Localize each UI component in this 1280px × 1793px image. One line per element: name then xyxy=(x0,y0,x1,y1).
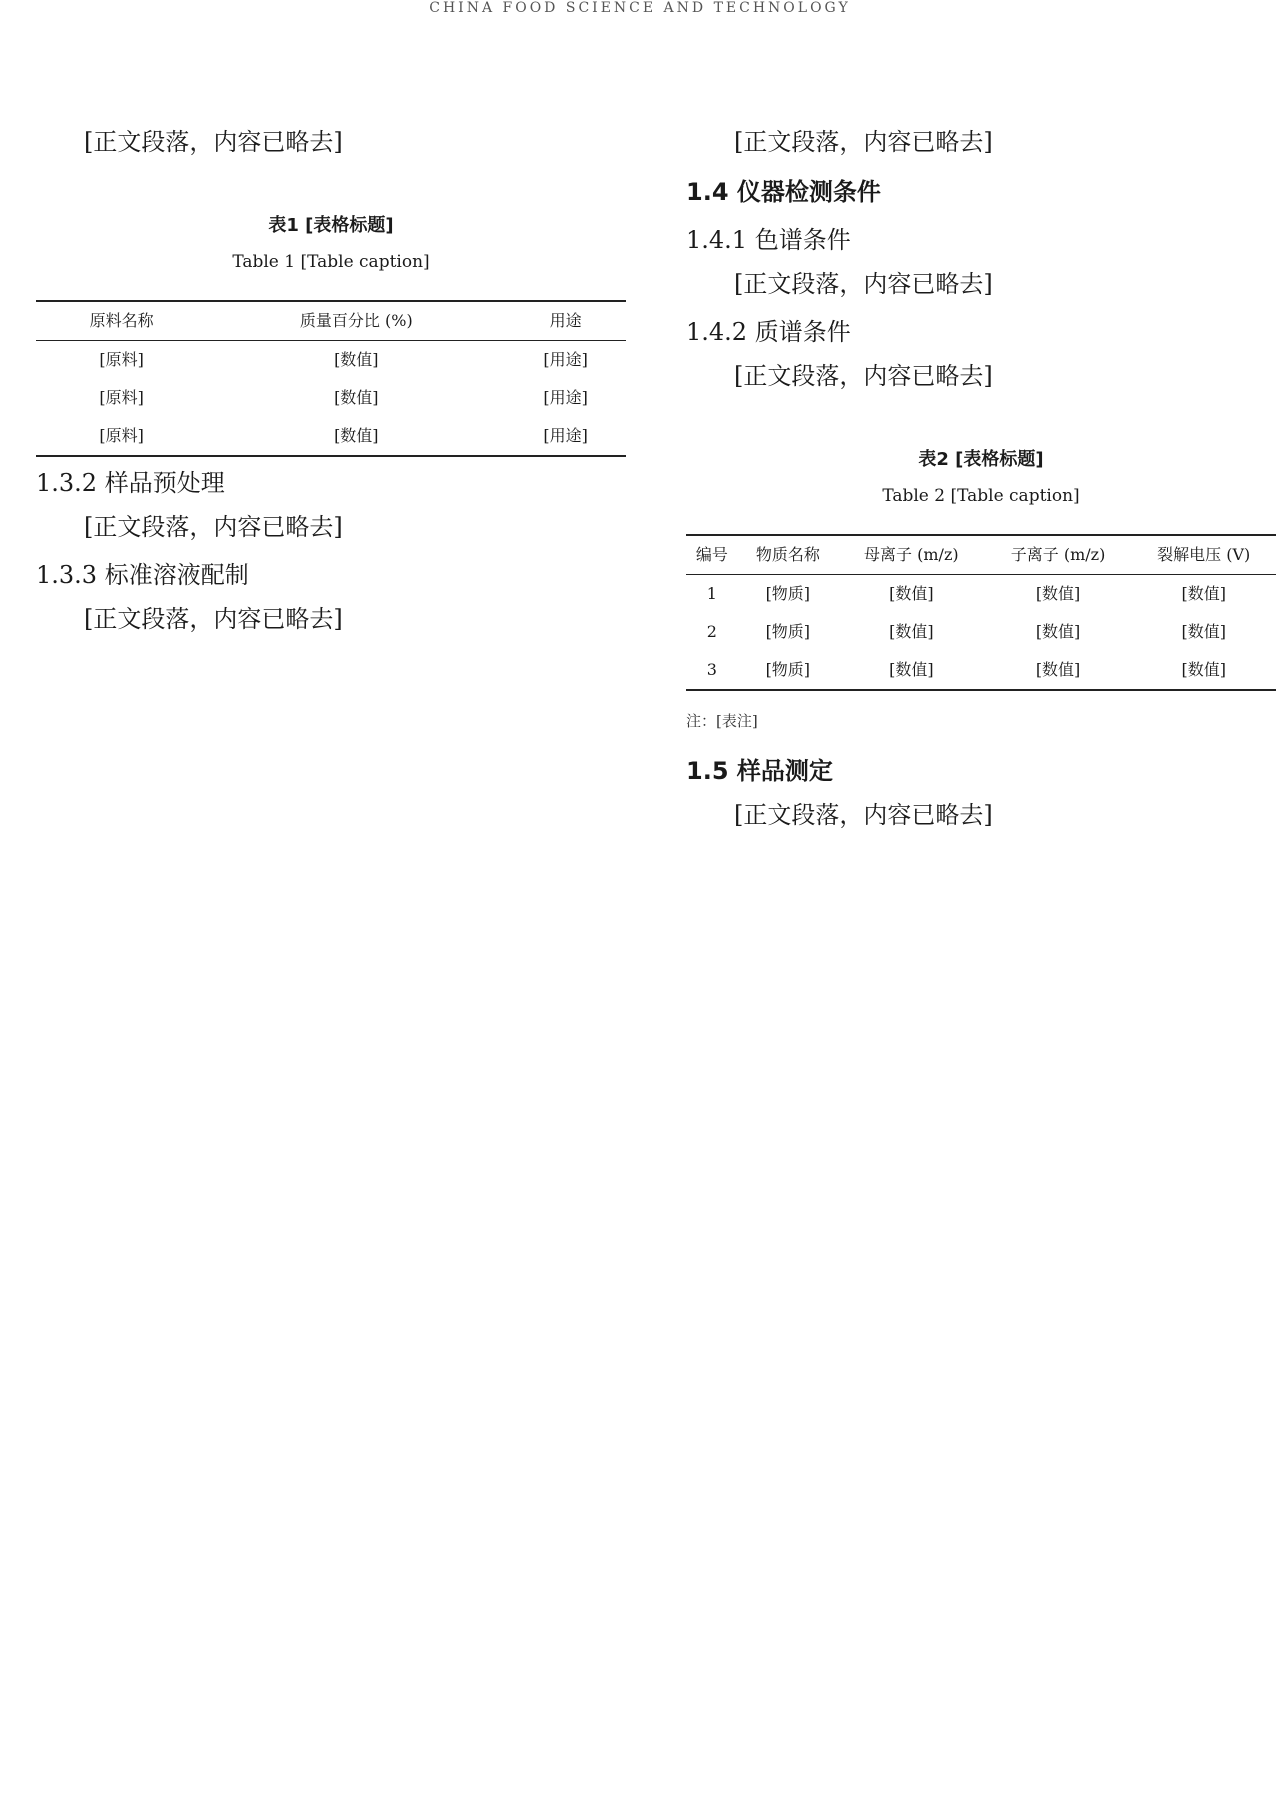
section-1-4-title: 1.4 仪器检测条件 xyxy=(686,178,881,206)
table2-col-header: 物质名称 xyxy=(738,535,838,575)
table2-col-header: 裂解电压 (V) xyxy=(1131,535,1276,575)
right-column xyxy=(686,120,1276,837)
table1-caption-cn: 表1 [表格标题] xyxy=(268,215,394,236)
section-1-4-1-title: 1.4.1 色谱条件 xyxy=(686,226,851,254)
table-row: [原料] [数值] [用途] xyxy=(99,350,588,369)
table2-caption-en: Table 2 [Table caption] xyxy=(882,486,1080,506)
table2 xyxy=(686,534,1276,691)
section-1-5-paragraph: [正文段落，内容已略去] xyxy=(734,801,993,829)
section-1-3-2-title: 1.3.2 样品预处理 xyxy=(36,469,225,497)
table2-header-row xyxy=(686,535,1276,575)
table1-col-header: 质量百分比 (%) xyxy=(207,301,505,341)
table1 xyxy=(36,300,626,457)
left-column xyxy=(36,120,626,641)
running-header: CHINA FOOD SCIENCE AND TECHNOLOGY xyxy=(429,0,851,16)
intro-paragraph: [正文段落，内容已略去] xyxy=(84,128,343,156)
section-1-5-title: 1.5 样品测定 xyxy=(686,757,833,785)
table1-header-row xyxy=(36,301,626,341)
table-row: 2 [物质] [数值] [数值] [数值] xyxy=(706,622,1226,641)
table-row: 3 [物质] [数值] [数值] [数值] xyxy=(706,660,1226,679)
section-1-4-2-paragraph: [正文段落，内容已略去] xyxy=(734,362,993,390)
table-row: [原料] [数值] [用途] xyxy=(99,426,588,445)
table2-col-header: 子离子 (m/z) xyxy=(985,535,1132,575)
mix-paragraph: [正文段落，内容已略去] xyxy=(734,128,993,156)
table-row: 1 [物质] [数值] [数值] [数值] xyxy=(706,584,1226,603)
table2-note: 注：[表注] xyxy=(686,712,758,730)
table2-caption-cn: 表2 [表格标题] xyxy=(918,449,1044,470)
section-1-3-3-title: 1.3.3 标准溶液配制 xyxy=(36,561,249,589)
table1-caption-en: Table 1 [Table caption] xyxy=(232,252,430,272)
section-1-3-3-paragraph: [正文段落，内容已略去] xyxy=(84,605,343,633)
table1-col-header: 原料名称 xyxy=(36,301,207,341)
table2-col-header: 母离子 (m/z) xyxy=(838,535,985,575)
section-1-4-2-title: 1.4.2 质谱条件 xyxy=(686,318,851,346)
section-1-4-1-paragraph: [正文段落，内容已略去] xyxy=(734,270,993,298)
section-1-3-2-paragraph: [正文段落，内容已略去] xyxy=(84,513,343,541)
table2-col-header: 编号 xyxy=(686,535,738,575)
table1-col-header: 用途 xyxy=(505,301,626,341)
table-row: [原料] [数值] [用途] xyxy=(99,388,588,407)
